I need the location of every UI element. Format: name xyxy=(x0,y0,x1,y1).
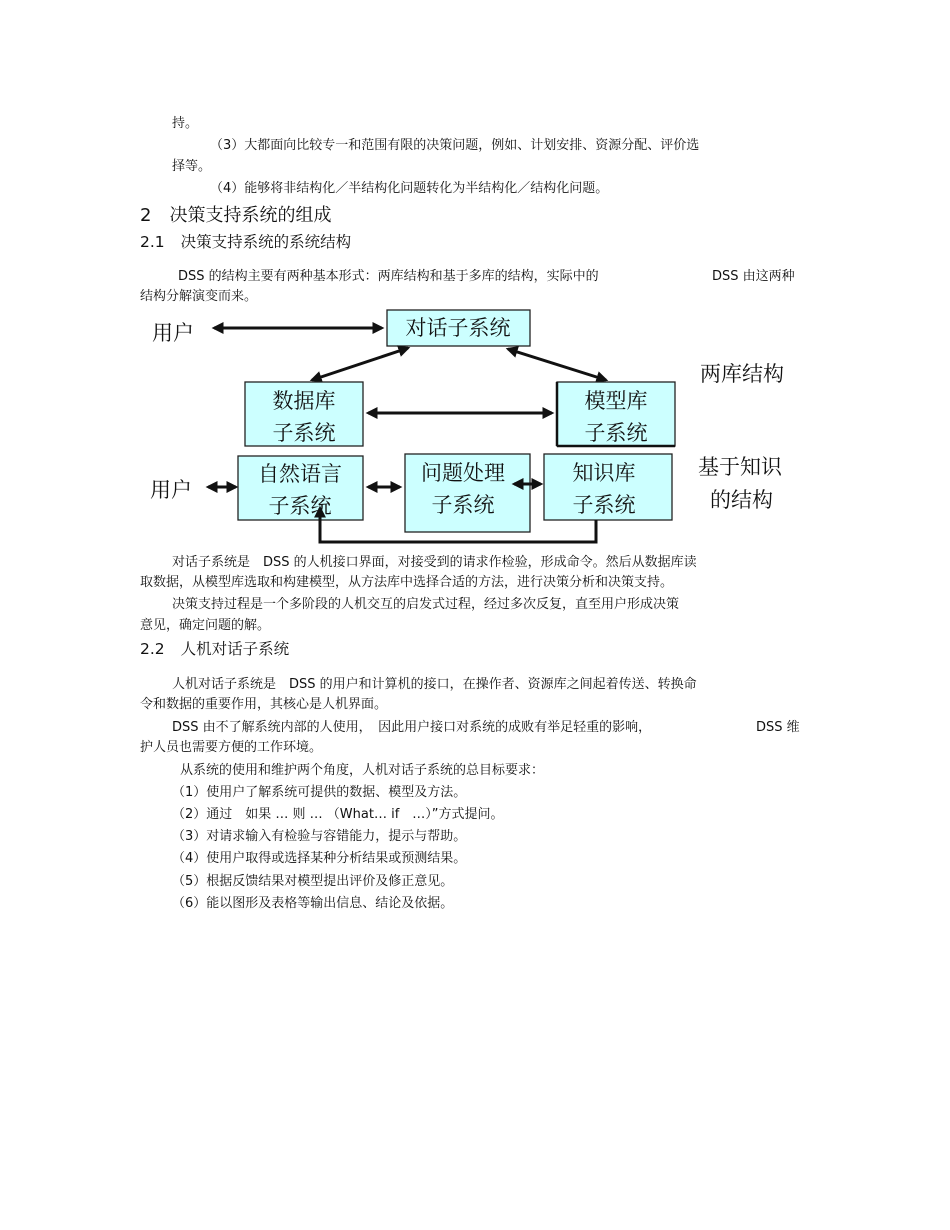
section-2-2-paragraph-2-dss: DSS 维 xyxy=(756,720,800,735)
database-subsystem-label-1: 数据库 xyxy=(272,389,336,413)
section-2-title: 决策支持系统的组成 xyxy=(169,205,332,226)
requirement-item: （1）使用户了解系统可提供的数据、模型及方法。 xyxy=(172,785,467,800)
knowledge-structure-label-2: 的结构 xyxy=(710,488,773,512)
section-2-2-paragraph-1-line1: 人机对话子系统是 DSS 的用户和计算机的接口，在操作者、资源库之间起着传送、转换命 xyxy=(172,677,697,692)
diagram-user-bottom: 用户 xyxy=(150,478,192,502)
knowledge-structure-label-1: 基于知识 xyxy=(698,455,782,479)
database-subsystem-label-2: 子系统 xyxy=(272,421,336,445)
section-2-2-paragraph-2-line2: 护人员也需要方便的工作环境。 xyxy=(140,740,323,755)
section-2-1-number: 2.1 xyxy=(140,233,165,251)
knowledge-subsystem-label-1: 知识库 xyxy=(572,461,636,485)
section-2-2-paragraph-2-line1: DSS 由不了解系统内部的人使用， 因此用户接口对系统的成败有举足轻重的影响， xyxy=(172,720,652,735)
requirement-item: （4）使用户取得或选择某种分析结果或预测结果。 xyxy=(172,851,467,866)
problem-processing-subsystem-label-2: 子系统 xyxy=(431,493,495,517)
intro-item-3-line1: （3）大都面向比较专一和范围有限的决策问题，例如、计划安排、资源分配、评价选 xyxy=(210,138,700,153)
section-2-1-paragraph-line1: DSS 的结构主要有两种基本形式：两库结构和基于多库的结构，实际中的 xyxy=(178,269,599,284)
section-2-2-title: 人机对话子系统 xyxy=(180,640,290,658)
section-2-1-paragraph-dss: DSS 由这两种 xyxy=(712,269,795,284)
section-2-2-number: 2.2 xyxy=(140,640,165,658)
arrow-dialog-database xyxy=(312,348,408,380)
knowledge-subsystem-label-2: 子系统 xyxy=(572,493,636,517)
diagram-user-top: 用户 xyxy=(152,321,194,345)
section-2-2-paragraph-1-line2: 令和数据的重要作用，其核心是人机界面。 xyxy=(140,697,388,712)
section-2-1-title: 决策支持系统的系统结构 xyxy=(180,233,352,251)
after-diagram-paragraph-1-line2: 取数据，从模型库选取和构建模型，从方法库中选择合适的方法，进行决策分析和决策支持。 xyxy=(140,575,674,590)
natural-language-subsystem-label-2: 子系统 xyxy=(268,494,332,518)
requirement-item: （3）对请求输入有检验与容错能力，提示与帮助。 xyxy=(172,829,467,844)
section-2-2-paragraph-3: 从系统的使用和维护两个角度，人机对话子系统的总目标要求： xyxy=(180,763,545,778)
requirement-item: （6）能以图形及表格等输出信息、结论及依据。 xyxy=(172,896,454,911)
dss-architecture-diagram xyxy=(0,300,950,550)
section-2-2-heading xyxy=(140,640,289,659)
model-subsystem-label-1: 模型库 xyxy=(584,389,648,413)
two-library-structure-label: 两库结构 xyxy=(700,362,784,386)
section-2-1-paragraph-line2: 结构分解演变而来。 xyxy=(140,289,258,304)
requirement-item: （5）根据反馈结果对模型提出评价及修正意见。 xyxy=(172,874,454,889)
arrow-dialog-model xyxy=(508,349,606,380)
section-2-1-heading xyxy=(140,233,351,252)
section-2-number: 2 xyxy=(140,205,152,226)
after-diagram-paragraph-2-line2: 意见，确定问题的解。 xyxy=(140,618,271,633)
after-diagram-paragraph-1-line1: 对话子系统是 DSS 的人机接口界面，对接受到的请求作检验，形成命令。然后从数据库读 xyxy=(172,555,697,570)
intro-item-3-line2: 择等。 xyxy=(172,159,212,174)
model-subsystem-label-2: 子系统 xyxy=(584,421,648,445)
intro-continuation: 持。 xyxy=(172,116,199,131)
problem-processing-subsystem-label-1: 问题处理 xyxy=(421,461,505,485)
requirement-item: （2）通过 如果 … 则 … （What… if …）”方式提问。 xyxy=(172,807,504,822)
dialog-subsystem-label: 对话子系统 xyxy=(405,316,511,340)
section-2-heading xyxy=(140,205,331,227)
after-diagram-paragraph-2-line1: 决策支持过程是一个多阶段的人机交互的启发式过程，经过多次反复，直至用户形成决策 xyxy=(172,597,680,612)
intro-item-4: （4）能够将非结构化／半结构化问题转化为半结构化／结构化问题。 xyxy=(210,181,609,196)
natural-language-subsystem-label-1: 自然语言 xyxy=(258,462,342,486)
